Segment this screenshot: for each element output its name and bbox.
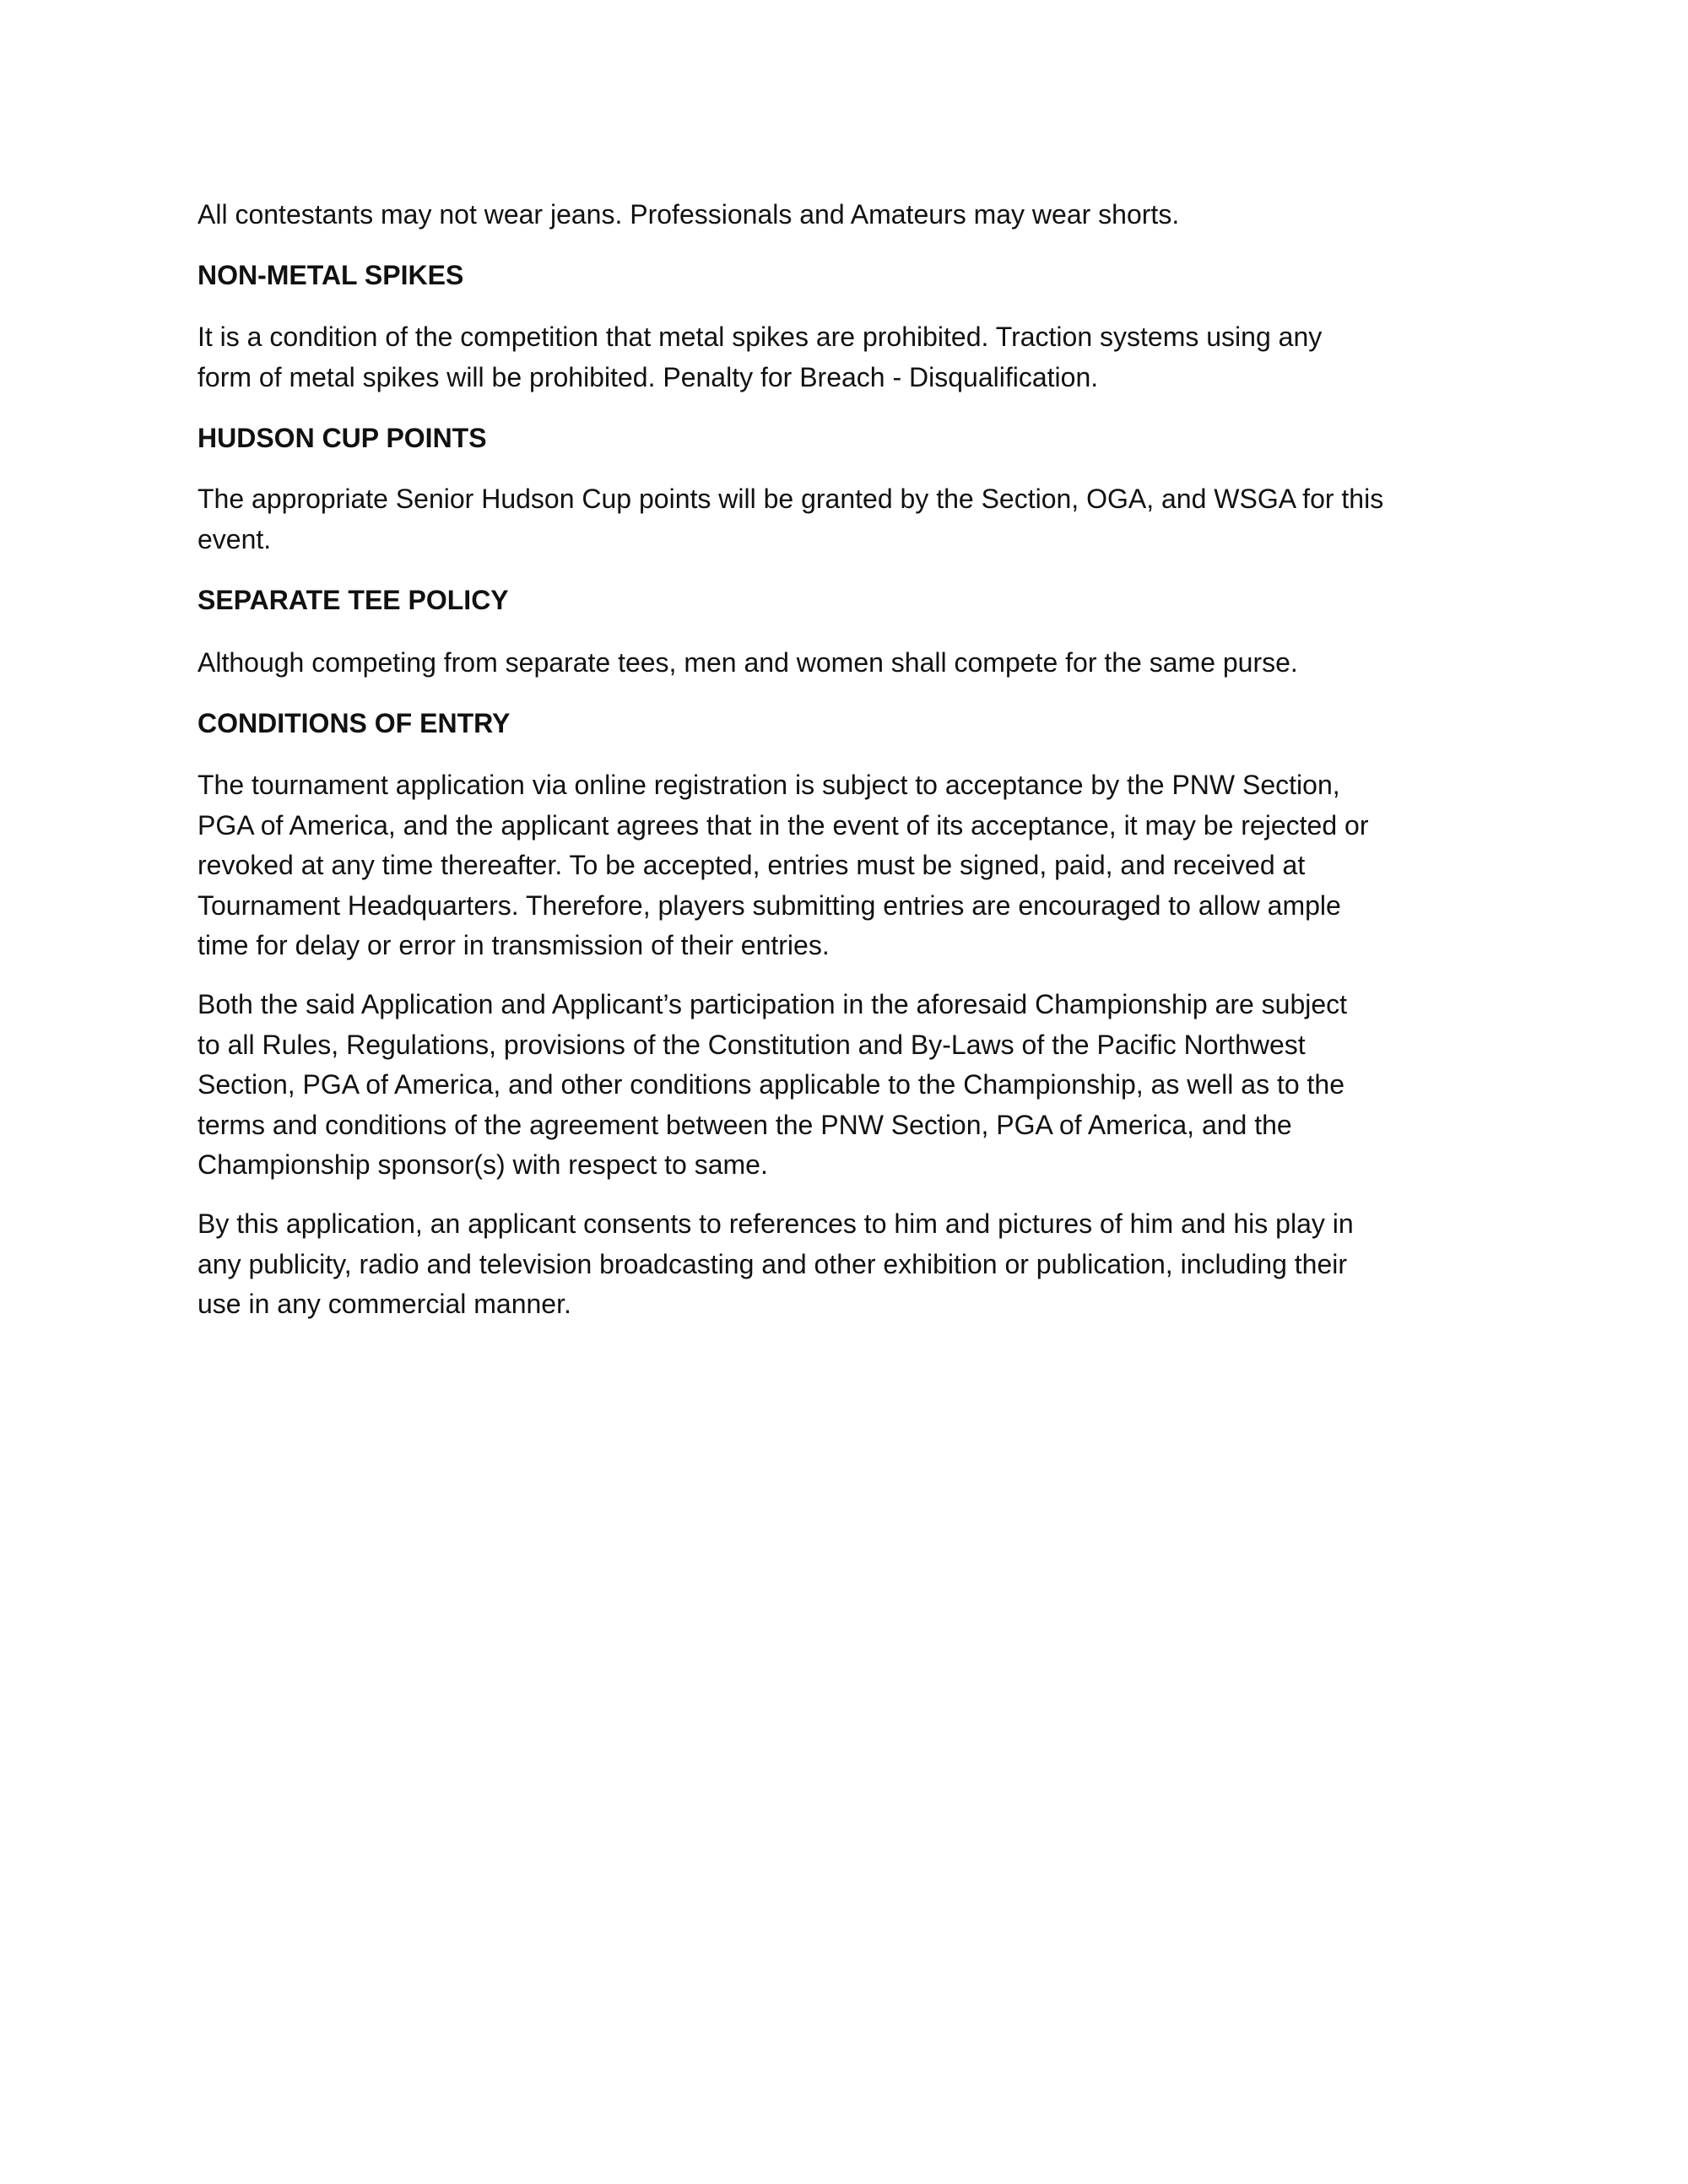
text-line: use in any commercial manner. (197, 1289, 571, 1319)
text-line: It is a condition of the competition that metal spikes are prohibited. Traction systems using any (197, 322, 1323, 352)
text-line: terms and conditions of the agreement between the PNW Section, PGA of America, and the (197, 1109, 1292, 1140)
text-line: to all Rules, Regulations, provisions of the Constitution and By-Laws of the Pacific Northwest (197, 1029, 1306, 1060)
text-line: Championship sponsor(s) with respect to same. (197, 1149, 768, 1180)
conditions-paragraph-1 (197, 765, 1368, 966)
text-line: The appropriate Senior Hudson Cup points will be granted by the Section, OGA, and WSGA for this (197, 484, 1384, 514)
conditions-paragraph-2 (197, 985, 1347, 1186)
text-line: Tournament Headquarters. Therefore, players submitting entries are encouraged to allow ample (197, 889, 1341, 921)
heading-text: CONDITIONS OF ENTRY (197, 708, 511, 738)
text-line: The tournament application via online registration is subject to acceptance by the PNW Section, (197, 770, 1340, 800)
text-line: By this application, an applicant consents to references to him and pictures of him and his play in (197, 1208, 1354, 1239)
text-line: any publicity, radio and television broadcasting and other exhibition or publication, including their (197, 1248, 1348, 1279)
text-line: PGA of America, and the applicant agrees that in the event of its acceptance, it may be rejected or (197, 809, 1369, 841)
conditions-paragraph-3 (197, 1204, 1354, 1325)
text-line: Although competing from separate tees, men and women shall compete for the same purse. (197, 647, 1298, 678)
spikes-paragraph (197, 317, 1322, 397)
text-line: All contestants may not wear jeans. Professionals and Amateurs may wear shorts. (197, 199, 1180, 230)
heading-text: SEPARATE TEE POLICY (197, 585, 509, 615)
heading-text: NON-METAL SPIKES (197, 260, 464, 290)
text-line: time for delay or error in transmission of their entries. (197, 930, 830, 960)
heading-hudson-cup-points (197, 419, 487, 459)
heading-separate-tee-policy (197, 581, 509, 621)
text-line: Both the said Application and Applicant’s participation in the aforesaid Championship are subject (197, 989, 1348, 1019)
text-line: Section, PGA of America, and other conditions applicable to the Championship, as well as to the (197, 1069, 1345, 1100)
text-line: form of metal spikes will be prohibited. Penalty for Breach - Disqualification. (197, 361, 1099, 392)
text-line: event. (197, 523, 272, 554)
dress-code-paragraph (197, 195, 1179, 235)
heading-text: HUDSON CUP POINTS (197, 423, 487, 453)
hudson-cup-paragraph (197, 479, 1383, 560)
tee-policy-paragraph (197, 643, 1298, 684)
text-line: revoked at any time thereafter. To be accepted, entries must be signed, paid, and received at (197, 850, 1306, 880)
heading-non-metal-spikes (197, 256, 463, 296)
heading-conditions-of-entry (197, 704, 510, 744)
